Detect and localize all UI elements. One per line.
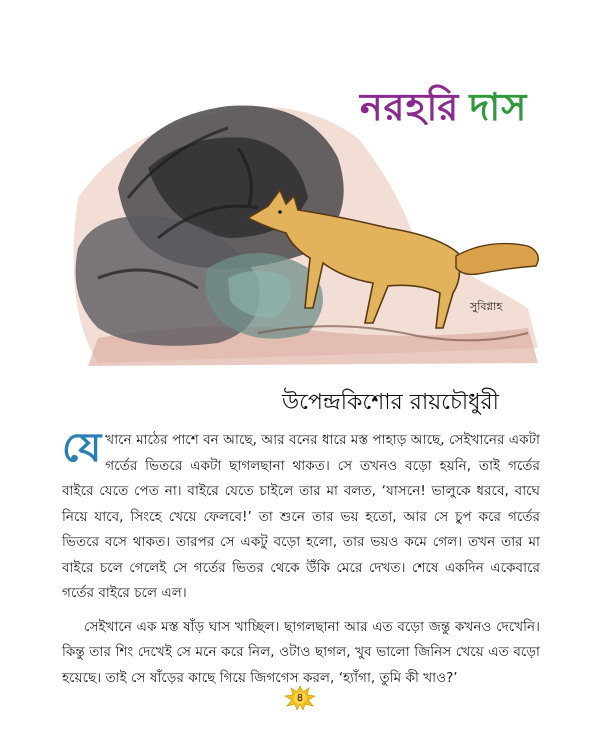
paragraph-1-text: খানে মাঠের পাশে বন আছে, আর বনের ধারে মস্ত পাহাড় আছে, সেইখানের একটা গর্তের ভিতরে একটা ছাগলছানা থাকত। সে তখনও বড়ো হয়নি, তাই গর্তের বাইরে যেতে পেত না। বাইরে যেতে চাইলে তার মা বলত, ‘যাসনে! ভালুকে ধরবে, বাঘে নিয়ে যাবে, সিংহে খেয়ে ফেলবে!’ তা শুনে তার ভয় হতো, আর সে চুপ করে গর্তের ভিতরে বসে থাকত। তারপর সে একটু বড়ো হলো, তার ভয়ও কমে গেল। তখন তার মা বাইরে চলে গেলেই সে গর্তের ভিতর থেকে উঁকি মেরে দেখত। শেষে একদিন একেবারে গর্তের বাইরে চলে এল। [62, 432, 540, 601]
story-body [62, 425, 540, 691]
title-word-2: দাস [469, 85, 528, 129]
artist-signature: সুবিগ্নাহ [470, 300, 503, 313]
title-word-1: নরহরি [360, 85, 460, 129]
paragraph-1 [62, 425, 540, 607]
author-name: উপেন্দ্রকিশোর রায়চৌধুরী [282, 390, 499, 415]
page-number: ৪ [296, 691, 304, 704]
drop-cap: যে [62, 425, 102, 471]
story-title [360, 78, 527, 142]
paragraph-2: সেইখানে এক মস্ত ষাঁড় ঘাস খাচ্ছিল। ছাগলছানা আর এত বড়ো জন্তু কখনও দেখেনি। কিন্তু তার শিং দেখেই সে মনে করে নিল, ওটাও ছাগল, খুব ভালো জিনিস খেয়ে এত বড়ো হয়েছে। তাই সে ষাঁড়ের কাছে গিয়ে জিগগেস করল, ‘হ্যাঁগা, তুমি কী খাও?’ [62, 618, 540, 686]
page-number-badge [285, 686, 315, 710]
